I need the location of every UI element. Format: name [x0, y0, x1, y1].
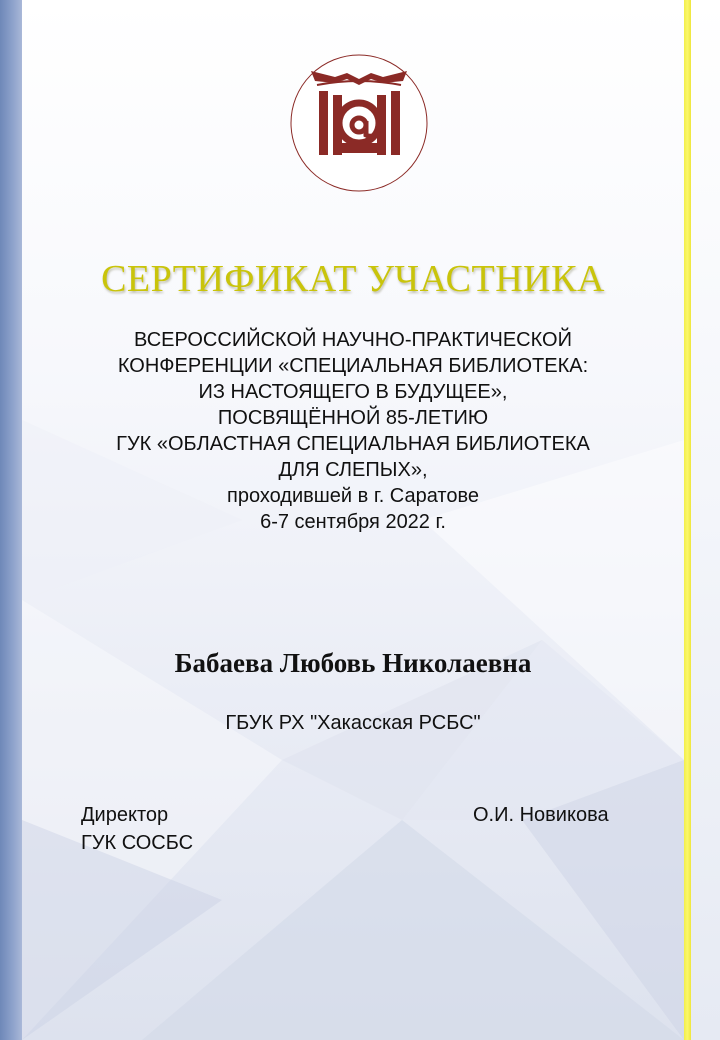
conference-line: КОНФЕРЕНЦИИ «СПЕЦИАЛЬНАЯ БИБЛИОТЕКА:: [117, 355, 589, 377]
signatory-position-line: Директор: [81, 804, 169, 826]
conference-line: проходившей в г. Саратове: [226, 485, 479, 507]
conference-line: ИЗ НАСТОЯЩЕГО В БУДУЩЕЕ»,: [198, 381, 508, 403]
conference-line: ПОСВЯЩЁННОЙ 85-ЛЕТИЮ: [217, 407, 489, 429]
certificate-title: СЕРТИФИКАТ УЧАСТНИКА: [101, 258, 605, 300]
conference-line: 6-7 сентября 2022 г.: [260, 511, 446, 533]
participant-name: Бабаева Любовь Николаевна: [174, 648, 532, 678]
conference-description: [22, 327, 684, 535]
left-border: [0, 0, 22, 1040]
right-yellow-border: [684, 0, 691, 1040]
right-margin: [691, 0, 720, 1040]
signatory-position: [81, 801, 193, 857]
conference-line: ДЛЯ СЛЕПЫХ»,: [278, 459, 428, 481]
conference-line: ВСЕРОССИЙСКОЙ НАУЧНО-ПРАКТИЧЕСКОЙ: [134, 329, 572, 351]
conference-line: ГУК «ОБЛАСТНАЯ СПЕЦИАЛЬНАЯ БИБЛИОТЕКА: [116, 433, 590, 455]
signatory-name: О.И. Новикова: [473, 804, 609, 826]
participant-organization: ГБУК РХ "Хакасская РСБС": [225, 712, 481, 734]
signatory-position-line: ГУК СОСБС: [81, 832, 194, 854]
library-emblem-icon: [277, 51, 442, 194]
